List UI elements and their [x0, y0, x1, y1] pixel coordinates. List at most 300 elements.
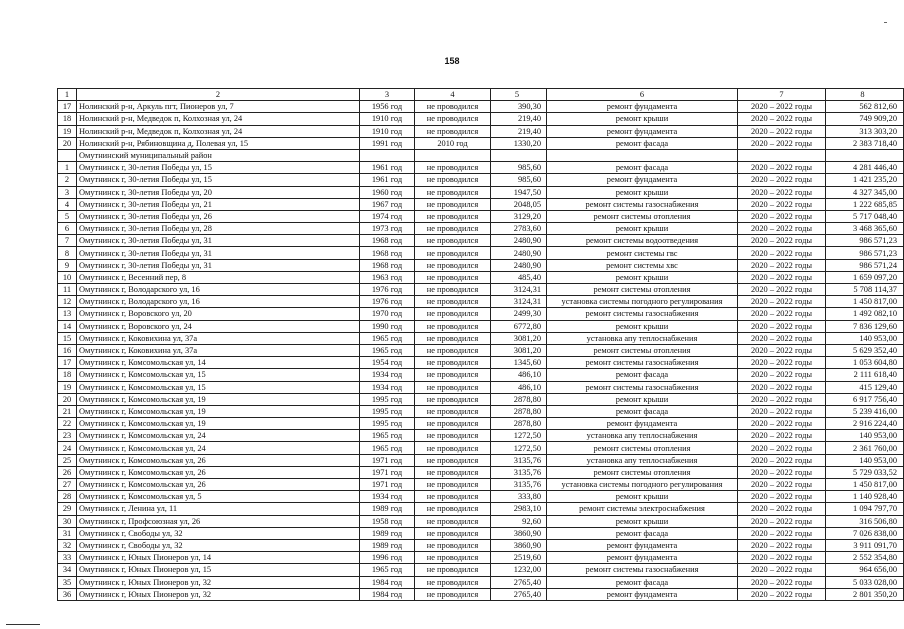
- construction-year-cell: 1934 год: [360, 381, 415, 393]
- area-cell: 985,60: [491, 162, 547, 174]
- last-repair-cell: не проводился: [415, 247, 491, 259]
- cost-cell: 1 450 817,00: [826, 479, 904, 491]
- period-cell: 2020 – 2022 годы: [738, 174, 826, 186]
- area-cell: 3124,31: [491, 296, 547, 308]
- last-repair-cell: не проводился: [415, 418, 491, 430]
- row-number-cell: 16: [58, 344, 77, 356]
- table-row: [58, 101, 904, 113]
- area-cell: 3135,76: [491, 479, 547, 491]
- table-row: [58, 503, 904, 515]
- area-cell: 219,40: [491, 113, 547, 125]
- last-repair-cell: не проводился: [415, 125, 491, 137]
- construction-year-cell: 1965 год: [360, 564, 415, 576]
- area-cell: 1272,50: [491, 442, 547, 454]
- construction-year-cell: 1976 год: [360, 296, 415, 308]
- area-cell: 219,40: [491, 125, 547, 137]
- construction-year-cell: 1965 год: [360, 430, 415, 442]
- last-repair-cell: не проводился: [415, 369, 491, 381]
- last-repair-cell: не проводился: [415, 454, 491, 466]
- period-cell: 2020 – 2022 годы: [738, 137, 826, 149]
- area-cell: 3124,31: [491, 284, 547, 296]
- last-repair-cell: не проводился: [415, 259, 491, 271]
- address-cell: Омутнинск г, Володарского ул, 16: [77, 296, 360, 308]
- cost-cell: 1 450 817,00: [826, 296, 904, 308]
- table-row: [58, 430, 904, 442]
- work-type-cell: ремонт крыши: [547, 393, 738, 405]
- area-cell: 3860,90: [491, 539, 547, 551]
- address-cell: Омутнинск г, Комсомольская ул, 15: [77, 381, 360, 393]
- work-type-cell: ремонт системы отопления: [547, 210, 738, 222]
- last-repair-cell: не проводился: [415, 491, 491, 503]
- cost-cell: 749 909,20: [826, 113, 904, 125]
- address-cell: Омутнинск г, 30-летия Победы ул, 21: [77, 198, 360, 210]
- row-number-cell: 10: [58, 271, 77, 283]
- row-number-cell: 3: [58, 186, 77, 198]
- row-number-cell: 33: [58, 552, 77, 564]
- last-repair-cell: не проводился: [415, 381, 491, 393]
- construction-year-cell: 1958 год: [360, 515, 415, 527]
- work-type-cell: установка апу теплоснабжения: [547, 430, 738, 442]
- cost-cell: 986 571,23: [826, 235, 904, 247]
- row-number-cell: 8: [58, 247, 77, 259]
- area-cell: 2783,60: [491, 223, 547, 235]
- table-row: [58, 137, 904, 149]
- construction-year-cell: 1956 год: [360, 101, 415, 113]
- construction-year-cell: 1967 год: [360, 198, 415, 210]
- cost-cell: 5 708 114,37: [826, 284, 904, 296]
- table-row: [58, 466, 904, 478]
- row-number-cell: 20: [58, 393, 77, 405]
- table-row: [58, 491, 904, 503]
- construction-year-cell: 1965 год: [360, 344, 415, 356]
- row-number-cell: 20: [58, 137, 77, 149]
- cost-cell: 316 506,80: [826, 515, 904, 527]
- period-cell: 2020 – 2022 годы: [738, 564, 826, 576]
- row-number-cell: 30: [58, 515, 77, 527]
- period-cell: 2020 – 2022 годы: [738, 284, 826, 296]
- address-cell: Омутнинск г, Коковихина ул, 37а: [77, 332, 360, 344]
- last-repair-cell: не проводился: [415, 186, 491, 198]
- work-type-cell: ремонт крыши: [547, 515, 738, 527]
- column-number: 8: [826, 89, 904, 101]
- table-row: [58, 210, 904, 222]
- row-number-cell: 2: [58, 174, 77, 186]
- period-cell: 2020 – 2022 годы: [738, 393, 826, 405]
- address-cell: Нолинский р-н, Аркуль пгт, Пионеров ул, 7: [77, 101, 360, 113]
- address-cell: Омутнинск г, 30-летия Победы ул, 28: [77, 223, 360, 235]
- work-type-cell: ремонт фасада: [547, 405, 738, 417]
- table-row: [58, 393, 904, 405]
- area-cell: 333,80: [491, 491, 547, 503]
- address-cell: Омутнинск г, 30-летия Победы ул, 31: [77, 259, 360, 271]
- table-row: [58, 174, 904, 186]
- work-type-cell: ремонт фасада: [547, 527, 738, 539]
- period-cell: 2020 – 2022 годы: [738, 235, 826, 247]
- area-cell: 1330,20: [491, 137, 547, 149]
- work-type-cell: ремонт системы водоотведения: [547, 235, 738, 247]
- work-type-cell: установка апу теплоснабжения: [547, 454, 738, 466]
- footnote-rule: [6, 624, 40, 625]
- area-cell: 486,10: [491, 369, 547, 381]
- table-row: [58, 576, 904, 588]
- address-cell: Омутнинск г, Юных Пионеров ул, 32: [77, 588, 360, 600]
- period-cell: 2020 – 2022 годы: [738, 588, 826, 600]
- address-cell: Омутнинск г, Юных Пионеров ул, 14: [77, 552, 360, 564]
- last-repair-cell: 2010 год: [415, 137, 491, 149]
- row-number-cell: 7: [58, 235, 77, 247]
- cost-cell: 2 916 224,40: [826, 418, 904, 430]
- period-cell: 2020 – 2022 годы: [738, 539, 826, 551]
- table-row: [58, 223, 904, 235]
- last-repair-cell: не проводился: [415, 296, 491, 308]
- construction-year-cell: 1976 год: [360, 284, 415, 296]
- construction-year-cell: 1995 год: [360, 405, 415, 417]
- construction-year-cell: 1934 год: [360, 369, 415, 381]
- work-type-cell: ремонт системы газоснабжения: [547, 198, 738, 210]
- row-number-cell: 36: [58, 588, 77, 600]
- row-number-cell: 19: [58, 125, 77, 137]
- construction-year-cell: 1973 год: [360, 223, 415, 235]
- area-cell: 486,10: [491, 381, 547, 393]
- work-type-cell: ремонт фундамента: [547, 588, 738, 600]
- area-cell: 3860,90: [491, 527, 547, 539]
- last-repair-cell: не проводился: [415, 210, 491, 222]
- period-cell: 2020 – 2022 годы: [738, 125, 826, 137]
- cost-cell: 6 917 756,40: [826, 393, 904, 405]
- last-repair-cell: не проводился: [415, 564, 491, 576]
- table-row: [58, 344, 904, 356]
- address-cell: Омутнинск г, Комсомольская ул, 5: [77, 491, 360, 503]
- table-row: [58, 454, 904, 466]
- construction-year-cell: [360, 149, 415, 161]
- period-cell: 2020 – 2022 годы: [738, 344, 826, 356]
- period-cell: 2020 – 2022 годы: [738, 418, 826, 430]
- period-cell: 2020 – 2022 годы: [738, 369, 826, 381]
- area-cell: 2983,10: [491, 503, 547, 515]
- address-cell: Омутнинск г, Весенний пер, 8: [77, 271, 360, 283]
- table-row: [58, 405, 904, 417]
- area-cell: 1272,50: [491, 430, 547, 442]
- construction-year-cell: 1963 год: [360, 271, 415, 283]
- work-type-cell: ремонт системы электроснабжения: [547, 503, 738, 515]
- construction-year-cell: 1971 год: [360, 466, 415, 478]
- period-cell: 2020 – 2022 годы: [738, 210, 826, 222]
- table-row: [58, 418, 904, 430]
- cost-cell: 415 129,40: [826, 381, 904, 393]
- area-cell: 1232,00: [491, 564, 547, 576]
- address-cell: Омутнинск г, Ленина ул, 11: [77, 503, 360, 515]
- cost-cell: 5 239 416,00: [826, 405, 904, 417]
- address-cell: Омутнинск г, Комсомольская ул, 19: [77, 393, 360, 405]
- cost-cell: 140 953,00: [826, 454, 904, 466]
- table-row: [58, 296, 904, 308]
- address-cell: Омутнинск г, Воровского ул, 20: [77, 308, 360, 320]
- last-repair-cell: не проводился: [415, 198, 491, 210]
- address-cell: Нолинский р-н, Медведок п, Колхозная ул, 24: [77, 125, 360, 137]
- work-type-cell: ремонт фундамента: [547, 418, 738, 430]
- period-cell: 2020 – 2022 годы: [738, 515, 826, 527]
- address-cell: Омутнинск г, 30-летия Победы ул, 15: [77, 174, 360, 186]
- cost-cell: 1 492 082,10: [826, 308, 904, 320]
- last-repair-cell: не проводился: [415, 223, 491, 235]
- area-cell: 2878,80: [491, 405, 547, 417]
- table-body: [58, 89, 904, 601]
- construction-year-cell: 1961 год: [360, 174, 415, 186]
- column-number-row: [58, 89, 904, 101]
- column-number: 3: [360, 89, 415, 101]
- area-cell: 2048,05: [491, 198, 547, 210]
- period-cell: 2020 – 2022 годы: [738, 454, 826, 466]
- last-repair-cell: не проводился: [415, 405, 491, 417]
- construction-year-cell: 1910 год: [360, 113, 415, 125]
- construction-year-cell: 1984 год: [360, 576, 415, 588]
- row-number-cell: 23: [58, 430, 77, 442]
- area-cell: 2878,80: [491, 418, 547, 430]
- work-type-cell: установка системы погодного регулирования: [547, 479, 738, 491]
- address-cell: Омутнинский муниципальный район: [77, 149, 360, 161]
- address-cell: Нолинский р-н, Медведок п, Колхозная ул, 24: [77, 113, 360, 125]
- area-cell: 2480,90: [491, 247, 547, 259]
- address-cell: Омутнинск г, Комсомольская ул, 14: [77, 357, 360, 369]
- period-cell: 2020 – 2022 годы: [738, 223, 826, 235]
- table-row: [58, 235, 904, 247]
- work-type-cell: ремонт фасада: [547, 162, 738, 174]
- column-number: 5: [491, 89, 547, 101]
- row-number-cell: 15: [58, 332, 77, 344]
- period-cell: 2020 – 2022 годы: [738, 247, 826, 259]
- address-cell: Омутнинск г, Комсомольская ул, 26: [77, 466, 360, 478]
- last-repair-cell: не проводился: [415, 527, 491, 539]
- cost-cell: 986 571,23: [826, 247, 904, 259]
- column-number: 6: [547, 89, 738, 101]
- construction-year-cell: 1991 год: [360, 137, 415, 149]
- work-type-cell: установка апу теплоснабжения: [547, 332, 738, 344]
- period-cell: 2020 – 2022 годы: [738, 466, 826, 478]
- row-number-cell: 34: [58, 564, 77, 576]
- table-row: [58, 515, 904, 527]
- cost-cell: 140 953,00: [826, 332, 904, 344]
- construction-year-cell: 1968 год: [360, 247, 415, 259]
- area-cell: 6772,80: [491, 320, 547, 332]
- area-cell: 485,40: [491, 271, 547, 283]
- work-type-cell: ремонт крыши: [547, 186, 738, 198]
- work-type-cell: ремонт крыши: [547, 113, 738, 125]
- construction-year-cell: 1965 год: [360, 332, 415, 344]
- last-repair-cell: не проводился: [415, 588, 491, 600]
- cost-cell: 2 361 760,00: [826, 442, 904, 454]
- table-row: [58, 479, 904, 491]
- work-type-cell: ремонт системы отопления: [547, 284, 738, 296]
- period-cell: 2020 – 2022 годы: [738, 271, 826, 283]
- column-number: 1: [58, 89, 77, 101]
- period-cell: 2020 – 2022 годы: [738, 259, 826, 271]
- cost-cell: 5 717 048,40: [826, 210, 904, 222]
- table-row: [58, 125, 904, 137]
- construction-year-cell: 1989 год: [360, 539, 415, 551]
- area-cell: 1947,50: [491, 186, 547, 198]
- work-type-cell: ремонт крыши: [547, 223, 738, 235]
- row-number-cell: 35: [58, 576, 77, 588]
- period-cell: 2020 – 2022 годы: [738, 479, 826, 491]
- row-number-cell: 25: [58, 454, 77, 466]
- last-repair-cell: не проводился: [415, 357, 491, 369]
- period-cell: 2020 – 2022 годы: [738, 332, 826, 344]
- construction-year-cell: 1990 год: [360, 320, 415, 332]
- address-cell: Омутнинск г, Володарского ул, 16: [77, 284, 360, 296]
- work-type-cell: ремонт фасада: [547, 137, 738, 149]
- construction-year-cell: 1989 год: [360, 527, 415, 539]
- area-cell: 3081,20: [491, 332, 547, 344]
- period-cell: 2020 – 2022 годы: [738, 357, 826, 369]
- cost-cell: 1 222 685,85: [826, 198, 904, 210]
- column-number: 4: [415, 89, 491, 101]
- row-number-cell: 18: [58, 369, 77, 381]
- cost-cell: 2 801 350,20: [826, 588, 904, 600]
- cost-cell: 2 552 354,80: [826, 552, 904, 564]
- area-cell: 2765,40: [491, 588, 547, 600]
- last-repair-cell: [415, 149, 491, 161]
- row-number-cell: 1: [58, 162, 77, 174]
- table-row: [58, 332, 904, 344]
- period-cell: 2020 – 2022 годы: [738, 113, 826, 125]
- work-type-cell: ремонт системы хвс: [547, 259, 738, 271]
- period-cell: 2020 – 2022 годы: [738, 101, 826, 113]
- address-cell: Омутнинск г, Комсомольская ул, 15: [77, 369, 360, 381]
- row-number-cell: 26: [58, 466, 77, 478]
- construction-year-cell: 1970 год: [360, 308, 415, 320]
- address-cell: Омутнинск г, Юных Пионеров ул, 15: [77, 564, 360, 576]
- work-type-cell: ремонт крыши: [547, 320, 738, 332]
- address-cell: Омутнинск г, 30-летия Победы ул, 26: [77, 210, 360, 222]
- period-cell: 2020 – 2022 годы: [738, 491, 826, 503]
- table-row: [58, 162, 904, 174]
- last-repair-cell: не проводился: [415, 174, 491, 186]
- period-cell: 2020 – 2022 годы: [738, 552, 826, 564]
- construction-year-cell: 1971 год: [360, 454, 415, 466]
- address-cell: Омутнинск г, Коковихина ул, 37а: [77, 344, 360, 356]
- cost-cell: 5 629 352,40: [826, 344, 904, 356]
- address-cell: Омутнинск г, Комсомольская ул, 19: [77, 418, 360, 430]
- period-cell: 2020 – 2022 годы: [738, 308, 826, 320]
- address-cell: Омутнинск г, Воровского ул, 24: [77, 320, 360, 332]
- period-cell: 2020 – 2022 годы: [738, 186, 826, 198]
- address-cell: Омутнинск г, Комсомольская ул, 24: [77, 430, 360, 442]
- cost-cell: 313 303,20: [826, 125, 904, 137]
- construction-year-cell: 1974 год: [360, 210, 415, 222]
- cost-cell: 3 911 091,70: [826, 539, 904, 551]
- last-repair-cell: не проводился: [415, 271, 491, 283]
- work-type-cell: [547, 149, 738, 161]
- work-type-cell: ремонт фундамента: [547, 552, 738, 564]
- address-cell: Омутнинск г, Комсомольская ул, 26: [77, 479, 360, 491]
- row-number-cell: 22: [58, 418, 77, 430]
- address-cell: Омутнинск г, Комсомольская ул, 24: [77, 442, 360, 454]
- construction-year-cell: 1954 год: [360, 357, 415, 369]
- construction-year-cell: 1995 год: [360, 393, 415, 405]
- address-cell: Омутнинск г, Профсоюзная ул, 26: [77, 515, 360, 527]
- cost-cell: 986 571,24: [826, 259, 904, 271]
- row-number-cell: 17: [58, 101, 77, 113]
- last-repair-cell: не проводился: [415, 515, 491, 527]
- period-cell: 2020 – 2022 годы: [738, 430, 826, 442]
- period-cell: 2020 – 2022 годы: [738, 576, 826, 588]
- table-row: [58, 442, 904, 454]
- address-cell: Омутнинск г, 30-летия Победы ул, 15: [77, 162, 360, 174]
- area-cell: 2878,80: [491, 393, 547, 405]
- period-cell: 2020 – 2022 годы: [738, 320, 826, 332]
- last-repair-cell: не проводился: [415, 332, 491, 344]
- period-cell: [738, 149, 826, 161]
- construction-year-cell: 1984 год: [360, 588, 415, 600]
- address-cell: Омутнинск г, 30-летия Победы ул, 20: [77, 186, 360, 198]
- cost-cell: 4 327 345,00: [826, 186, 904, 198]
- work-type-cell: ремонт системы гвс: [547, 247, 738, 259]
- cost-cell: 1 659 097,20: [826, 271, 904, 283]
- construction-year-cell: 1961 год: [360, 162, 415, 174]
- work-type-cell: ремонт фундамента: [547, 539, 738, 551]
- table-row: [58, 381, 904, 393]
- row-number-cell: [58, 149, 77, 161]
- table-row: [58, 247, 904, 259]
- row-number-cell: 6: [58, 223, 77, 235]
- work-type-cell: ремонт крыши: [547, 491, 738, 503]
- area-cell: 2765,40: [491, 576, 547, 588]
- construction-year-cell: 1910 год: [360, 125, 415, 137]
- work-type-cell: ремонт системы газоснабжения: [547, 308, 738, 320]
- construction-year-cell: 1989 год: [360, 503, 415, 515]
- area-cell: 92,60: [491, 515, 547, 527]
- table-row: [58, 113, 904, 125]
- row-number-cell: 21: [58, 405, 77, 417]
- cost-cell: 140 953,00: [826, 430, 904, 442]
- cost-cell: 562 812,60: [826, 101, 904, 113]
- construction-year-cell: 1968 год: [360, 235, 415, 247]
- row-number-cell: 14: [58, 320, 77, 332]
- row-number-cell: 17: [58, 357, 77, 369]
- last-repair-cell: не проводился: [415, 552, 491, 564]
- address-cell: Омутнинск г, Комсомольская ул, 26: [77, 454, 360, 466]
- area-cell: 2519,60: [491, 552, 547, 564]
- row-number-cell: 13: [58, 308, 77, 320]
- repair-registry-table: [57, 88, 904, 601]
- period-cell: 2020 – 2022 годы: [738, 503, 826, 515]
- cost-cell: 1 421 235,20: [826, 174, 904, 186]
- district-heading-row: [58, 149, 904, 161]
- construction-year-cell: 1968 год: [360, 259, 415, 271]
- column-number: 7: [738, 89, 826, 101]
- area-cell: [491, 149, 547, 161]
- table-row: [58, 564, 904, 576]
- construction-year-cell: 1996 год: [360, 552, 415, 564]
- area-cell: 2499,30: [491, 308, 547, 320]
- area-cell: 3135,76: [491, 466, 547, 478]
- row-number-cell: 31: [58, 527, 77, 539]
- scan-mark: [884, 22, 887, 23]
- last-repair-cell: не проводился: [415, 284, 491, 296]
- work-type-cell: ремонт фундамента: [547, 174, 738, 186]
- cost-cell: 2 383 718,40: [826, 137, 904, 149]
- row-number-cell: 29: [58, 503, 77, 515]
- address-cell: Нолинский р-н, Рябиновщина д, Полевая ул, 15: [77, 137, 360, 149]
- area-cell: 390,30: [491, 101, 547, 113]
- row-number-cell: 11: [58, 284, 77, 296]
- table-row: [58, 539, 904, 551]
- area-cell: 3081,20: [491, 344, 547, 356]
- construction-year-cell: 1934 год: [360, 491, 415, 503]
- row-number-cell: 32: [58, 539, 77, 551]
- work-type-cell: ремонт системы отопления: [547, 344, 738, 356]
- last-repair-cell: не проводился: [415, 479, 491, 491]
